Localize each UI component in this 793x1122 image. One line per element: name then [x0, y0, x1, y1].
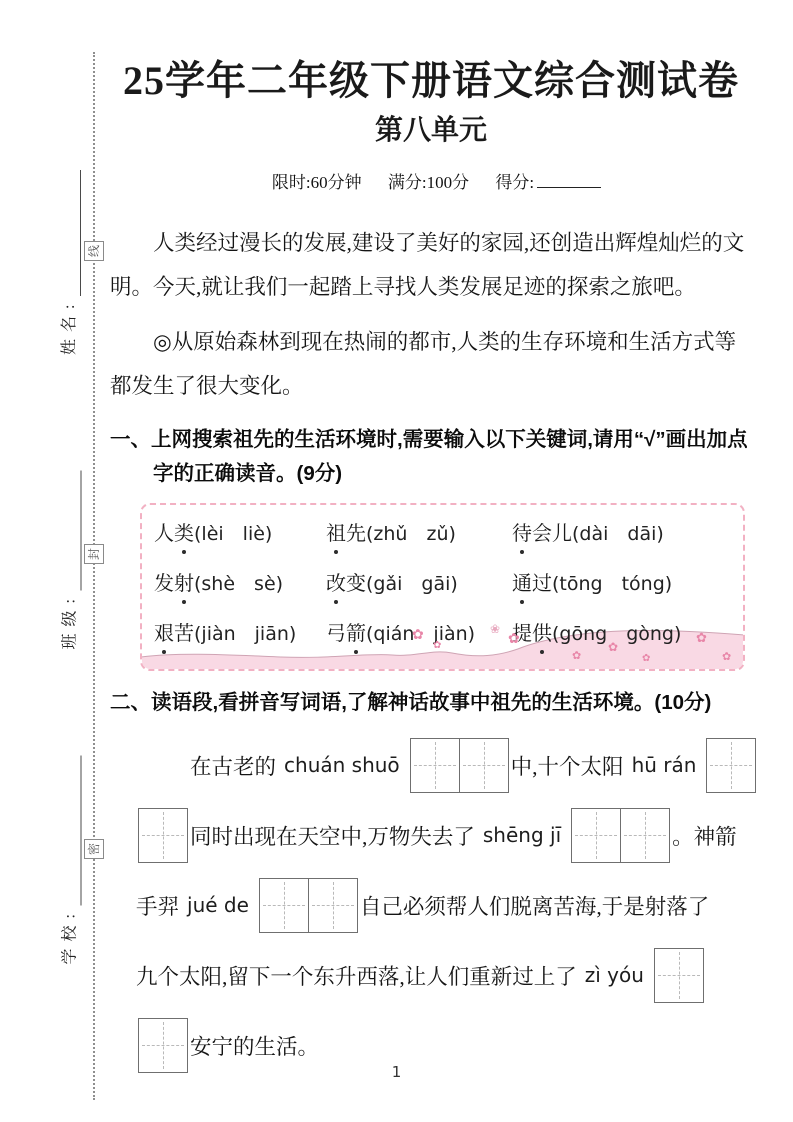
dotted-char: 类 [174, 520, 194, 548]
flower-icon [490, 623, 500, 635]
writing-cell[interactable] [620, 808, 670, 863]
passage-line [136, 940, 752, 1010]
pinyin-options[interactable]: (tōng tóng) [552, 573, 673, 595]
school-blank-line[interactable] [65, 755, 82, 905]
passage-line [136, 800, 752, 870]
pinyin-options[interactable]: (shè sè) [194, 573, 284, 595]
writing-cell[interactable] [654, 948, 704, 1003]
answer-grid [138, 808, 188, 863]
score-blank-line[interactable] [537, 173, 601, 188]
writing-cell[interactable] [459, 738, 509, 793]
dotted-char: 供 [532, 620, 552, 648]
dotted-char: 箭 [346, 620, 366, 648]
school-label: 学校: [61, 907, 79, 965]
word-text: 变 [346, 573, 366, 595]
word-text: 先 [346, 523, 366, 545]
class-blank-line[interactable] [65, 470, 82, 590]
passage-text: 九个太阳,留下一个东升西落,让人们重新过上了 [136, 964, 577, 989]
dotted-char: 通 [512, 570, 532, 598]
pinyin-word [326, 520, 512, 550]
flower-icon [608, 641, 618, 653]
pinyin-word [326, 570, 512, 600]
name-field [59, 155, 81, 355]
name-blank-line[interactable] [64, 170, 81, 296]
writing-cell[interactable] [308, 878, 358, 933]
passage-text: 手羿 [136, 894, 180, 919]
seal-char-box: 密 [84, 839, 104, 859]
passage-text: 安宁的生活。 [190, 1034, 320, 1059]
pinyin-options[interactable]: (zhǔ zǔ) [366, 523, 456, 545]
word-text: 提 [512, 623, 532, 645]
question1-header: 一、上网搜索祖先的生活环境时,需要输入以下关键词,请用“√”画出加点字的正确读音。(9分) [110, 428, 748, 485]
answer-grid [654, 948, 704, 1003]
exam-paper [110, 0, 752, 1080]
pinyin-options[interactable]: (qián jiàn) [366, 623, 476, 645]
unit-subtitle: 第八单元 [374, 115, 487, 146]
class-field [60, 455, 82, 650]
pinyin-options[interactable]: (gōng gòng) [552, 623, 682, 645]
passage-text: 同时出现在天空中,万物失去了 [190, 824, 475, 849]
writing-cell[interactable] [138, 808, 188, 863]
intro-paragraph-2: ◎从原始森林到现在热闹的都市,人类的生存环境和生活方式等都发生了很大变化。 [110, 330, 737, 398]
pinyin-choice-box [140, 503, 745, 671]
dotted-char: 待 [512, 520, 532, 548]
flower-icon [433, 641, 441, 651]
passage-text: 。神箭 [672, 824, 737, 849]
dotted-char: 改 [326, 570, 346, 598]
answer-grid [259, 878, 358, 933]
pinyin-word [512, 520, 743, 550]
passage-text: 在古老的 [190, 754, 277, 779]
pinyin-options[interactable]: (dài dāi) [572, 523, 664, 545]
pinyin-hint: jué de [187, 893, 249, 917]
pinyin-hint: zì yóu [584, 963, 644, 987]
passage-text: 中,十个太阳 [510, 754, 624, 779]
question2-header: 二、读语段,看拼音写词语,了解神话故事中祖先的生活环境。(10分) [110, 691, 712, 714]
time-limit: 限时:60分钟 [271, 173, 362, 192]
class-label: 班级: [61, 592, 79, 650]
passage-line [136, 870, 752, 940]
pinyin-hint: shēng jī [482, 823, 562, 847]
word-text: 人 [154, 523, 174, 545]
word-text: 过 [532, 573, 552, 595]
answer-grid [571, 808, 670, 863]
exam-title: 25学年二年级下册语文综合测试卷 [123, 58, 739, 103]
writing-cell[interactable] [259, 878, 309, 933]
flower-icon [722, 652, 731, 663]
seal-char-box: 线 [84, 241, 104, 261]
pinyin-options[interactable]: (jiàn jiān) [194, 623, 297, 645]
pinyin-word [154, 520, 326, 550]
answer-grid [410, 738, 509, 793]
intro-section [110, 221, 752, 408]
word-text: 会儿 [532, 523, 572, 545]
flower-icon [412, 629, 424, 643]
pinyin-hint: chuán shuō [284, 753, 400, 777]
flower-icon [696, 631, 707, 644]
pinyin-word [512, 570, 743, 600]
flower-icon [642, 654, 650, 664]
pinyin-options[interactable]: (lèi liè) [194, 523, 273, 545]
writing-cell[interactable] [410, 738, 460, 793]
flower-icon [508, 633, 520, 647]
word-text: 发 [154, 573, 174, 595]
pinyin-word [154, 620, 326, 650]
flower-icon [572, 651, 581, 662]
word-text: 弓 [326, 623, 346, 645]
writing-cell[interactable] [706, 738, 756, 793]
passage-text: 自己必须帮人们脱离苦海,于是射落了 [359, 894, 710, 919]
pinyin-word [154, 570, 326, 600]
writing-cell[interactable] [571, 808, 621, 863]
seal-char-box: 封 [84, 544, 104, 564]
school-field [60, 740, 82, 965]
dotted-char: 艰 [154, 620, 174, 648]
full-score: 满分:100分 [387, 173, 470, 192]
score-label: 得分: [495, 173, 535, 192]
passage [136, 730, 752, 1080]
answer-grid [706, 738, 756, 793]
pinyin-word-grid [142, 505, 743, 650]
name-label: 姓名: [61, 297, 78, 355]
intro-paragraph-1: 人类经过漫长的发展,建设了美好的家园,还创造出辉煌灿烂的文明。今天,就让我们一起踏上寻找人类发展足迹的探索之旅吧。 [110, 231, 745, 299]
exam-meta [110, 168, 752, 193]
pinyin-hint: hū rán [631, 753, 697, 777]
dotted-char: 祖 [326, 520, 346, 548]
page-number: 1 [391, 1063, 402, 1081]
seal-dotted-line [93, 52, 95, 1100]
word-text: 苦 [174, 623, 194, 645]
pinyin-word [512, 620, 743, 650]
pinyin-options[interactable]: (gǎi gāi) [366, 573, 458, 595]
passage-line [136, 730, 752, 800]
dotted-char: 射 [174, 570, 194, 598]
